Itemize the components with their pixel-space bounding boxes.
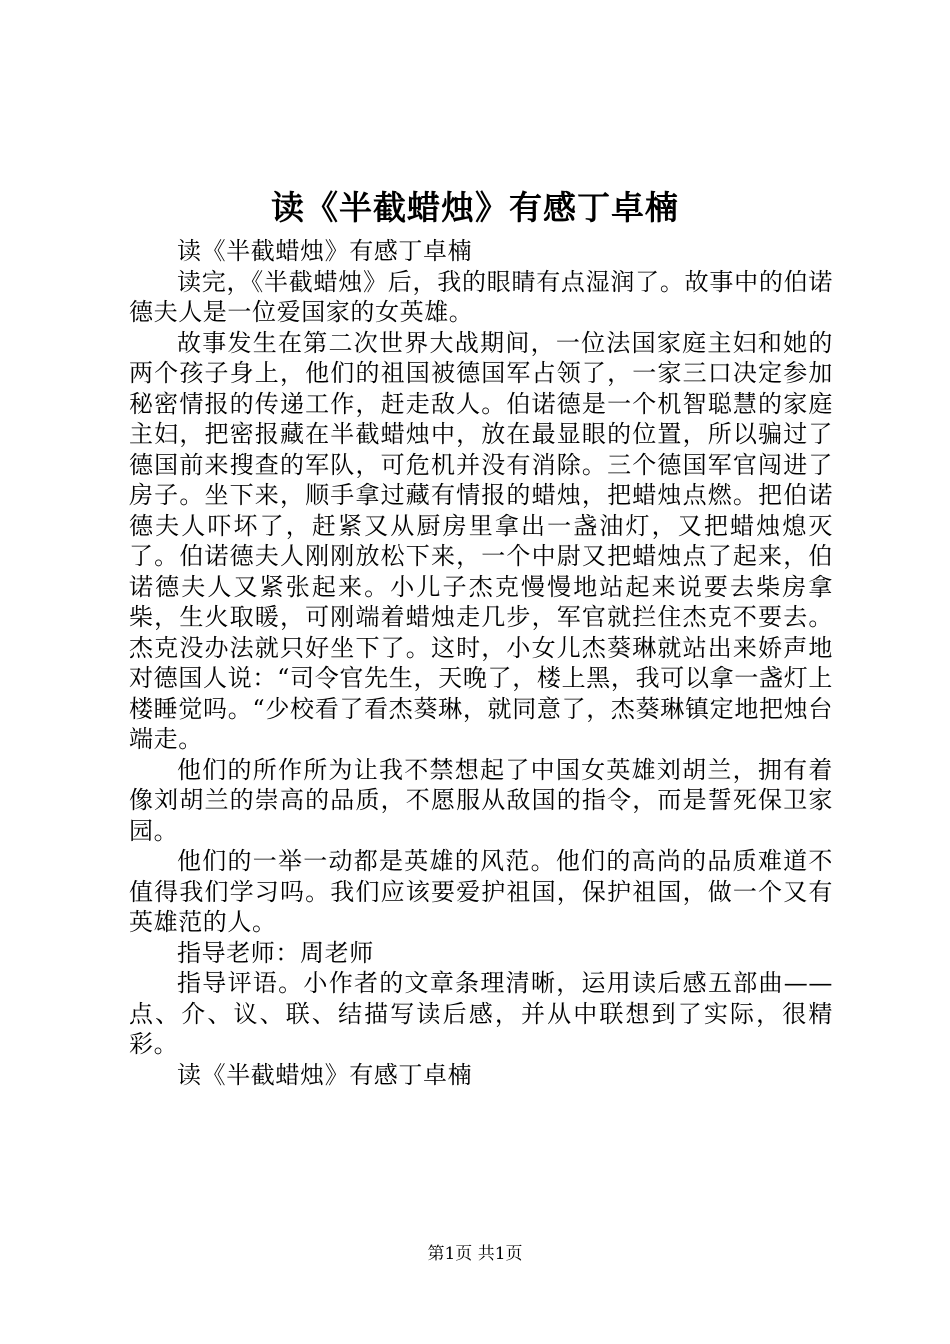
paragraph-4: 他们的所作所为让我不禁想起了中国女英雄刘胡兰，拥有着像刘胡兰的崇高的品质，不愿服从敌国的指令，而是誓死保卫家园。	[129, 755, 833, 845]
paragraph-3: 故事发生在第二次世界大战期间，一位法国家庭主妇和她的两个孩子身上，他们的祖国被德国军占领了，一家三口决定参加秘密情报的传递工作，赶走敌人。伯诺德是一个机智聪慧的家庭主妇，把密报藏在半截蜡烛中，放在最显眼的位置，所以骗过了德国前来搜查的军队，可危机并没有消除。三个德国军官闯进了房子。坐下来，顺手拿过藏有情报的蜡烛，把蜡烛点燃。把伯诺德夫人吓坏了，赶紧又从厨房里拿出一盏油灯，又把蜡烛熄灭了。伯诺德夫人刚刚放松下来，一个中尉又把蜡烛点了起来，伯诺德夫人又紧张起来。小儿子杰克慢慢地站起来说要去柴房拿柴，生火取暖，可刚端着蜡烛走几步，军官就拦住杰克不要去。杰克没办法就只好坐下了。这时，小女儿杰葵琳就站出来娇声地对德国人说：“司令官先生，天晚了，楼上黑，我可以拿一盏灯上楼睡觉吗。“少校看了看杰葵琳，就同意了，杰葵琳镇定地把烛台端走。	[129, 328, 833, 753]
paragraph-5: 他们的一举一动都是英雄的风范。他们的高尚的品质难道不值得我们学习吗。我们应该要爱护祖国，保护祖国，做一个又有英雄范的人。	[129, 847, 833, 936]
page-footer: 第1页 共1页	[427, 1244, 523, 1264]
paragraph-1: 读《半截蜡烛》有感丁卓楠	[177, 237, 473, 265]
paragraph-7: 指导评语。小作者的文章条理清晰，运用读后感五部曲——点、介、议、联、结描写读后感，并从中联想到了实际，很精彩。	[129, 969, 833, 1058]
paragraph-2: 读完，《半截蜡烛》后，我的眼睛有点湿润了。故事中的伯诺德夫人是一位爱国家的女英雄。	[129, 267, 833, 326]
paragraph-8: 读《半截蜡烛》有感丁卓楠	[177, 1060, 473, 1089]
paragraph-6: 指导老师：周老师	[177, 938, 374, 967]
document-body	[129, 236, 833, 1090]
document-title: 读《半截蜡烛》有感丁卓楠	[271, 188, 679, 227]
